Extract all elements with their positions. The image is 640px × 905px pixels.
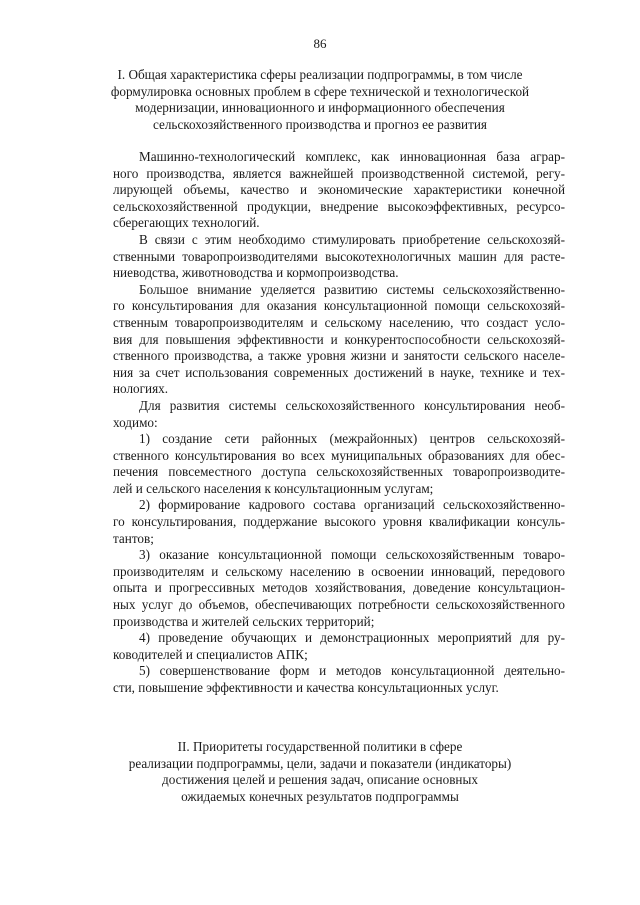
paragraph-line: ственными товаропроизводителями высокотехнологичных машин для расте-: [113, 248, 565, 264]
paragraph-line: сти, повышение эффективности и качества консультационных услуг.: [113, 680, 499, 695]
paragraph-line: опыта и прогрессивных методов хозяйствования, доведение консультацион-: [113, 580, 565, 596]
paragraph-line: Машинно-технологический комплекс, как инновационная база аграр-: [139, 149, 565, 164]
paragraph-line: Большое внимание уделяется развитию системы сельскохозяйственно-: [139, 281, 565, 297]
paragraph-line: ственного консультирования во всех муниципальных образованиях для обес-: [113, 447, 565, 463]
paragraph-line: ственным товаропроизводителям и сельскому населению, что создаст усло-: [113, 314, 565, 330]
paragraph: [113, 497, 565, 547]
paragraph-line: тантов;: [113, 530, 154, 546]
paragraph-line: ниеводства, животноводства и кормопроизводства.: [113, 265, 399, 281]
paragraph: [113, 398, 565, 431]
paragraph: [113, 149, 565, 232]
paragraph-line: 1) создание сети районных (межрайонных) центров сельскохозяй-: [139, 431, 565, 447]
paragraph: [113, 547, 565, 630]
paragraph-line: ственного производства, а также уровня жизни и занятости сельского населе-: [113, 348, 565, 364]
section-2-heading: [90, 739, 550, 805]
paragraph-line: ных услуг до объемов, обеспечивающих потребности сельскохозяйственного: [113, 597, 565, 613]
paragraph-line: лей и сельского населения к консультационным услугам;: [113, 480, 434, 496]
paragraph-line: нологиях.: [113, 381, 169, 397]
section-2-heading-line: II. Приоритеты государственной политики в сфере: [177, 739, 463, 754]
paragraph-line: Для развития системы сельскохозяйственного консультирования необ-: [139, 397, 565, 413]
page-number: 86: [313, 36, 327, 51]
paragraph-line: 4) проведение обучающих и демонстрационных мероприятий для ру-: [139, 630, 565, 646]
paragraph: [113, 431, 565, 497]
paragraph-line: го консультирования, поддержание высокого уровня квалификации консуль-: [113, 514, 565, 530]
paragraph-line: ководителей и специалистов АПК;: [113, 646, 308, 662]
paragraph: [113, 663, 565, 696]
paragraph-line: сберегающих технологий.: [113, 215, 260, 231]
section-1-body: [113, 149, 565, 697]
paragraph-line: производителям и сельскому населению в освоении инноваций, передового: [113, 563, 565, 579]
paragraph-line: 2) формирование кадрового состава организаций сельскохозяйственно-: [139, 497, 565, 513]
paragraph-line: ходимо:: [113, 414, 158, 430]
paragraph: [113, 630, 565, 663]
paragraph-line: го консультирования для оказания консультационной помощи сельскохозяй-: [113, 298, 565, 314]
section-2-heading-line: реализации подпрограммы, цели, задачи и показатели (индикаторы): [128, 755, 512, 771]
paragraph: [113, 282, 565, 398]
section-1-heading: [90, 67, 550, 133]
paragraph-line: ного производства, является важнейшей производственной системой, регу-: [113, 165, 565, 181]
paragraph: [113, 232, 565, 282]
paragraph-line: сельскохозяйственной продукции, внедрение высокоэффективных, ресурсо-: [113, 198, 565, 214]
section-1-heading-line: модернизации, инновационного и информационного обеспечения: [135, 100, 505, 116]
section-1-heading-line: сельскохозяйственного производства и прогноз ее развития: [152, 116, 488, 132]
section-2-heading-line: ожидаемых конечных результатов подпрограммы: [181, 788, 459, 804]
section-1-heading-line: формулировка основных проблем в сфере технической и технологической: [110, 83, 530, 99]
paragraph-line: ния за счет использования современных достижений в науке, технике и тех-: [113, 364, 565, 380]
paragraph-line: 3) оказание консультационной помощи сельскохозяйственным товаро-: [139, 547, 565, 563]
paragraph-line: В связи с этим необходимо стимулировать приобретение сельскохозяй-: [139, 231, 565, 247]
paragraph-line: производства и жителей сельских территорий;: [113, 613, 375, 629]
paragraph-line: 5) совершенствование форм и методов консультационной деятельно-: [139, 663, 565, 679]
paragraph-line: печения повсеместного доступа сельскохозяйственных товаропроизводите-: [113, 464, 565, 480]
paragraph-line: лирующей объемы, качество и экономические характеристики конечной: [113, 182, 565, 198]
section-1-heading-line: I. Общая характеристика сферы реализации подпрограммы, в том числе: [117, 67, 523, 82]
paragraph-line: вия для повышения эффективности и конкурентоспособности сельскохозяй-: [113, 331, 565, 347]
section-2-heading-line: достижения целей и решения задач, описание основных: [162, 772, 478, 788]
